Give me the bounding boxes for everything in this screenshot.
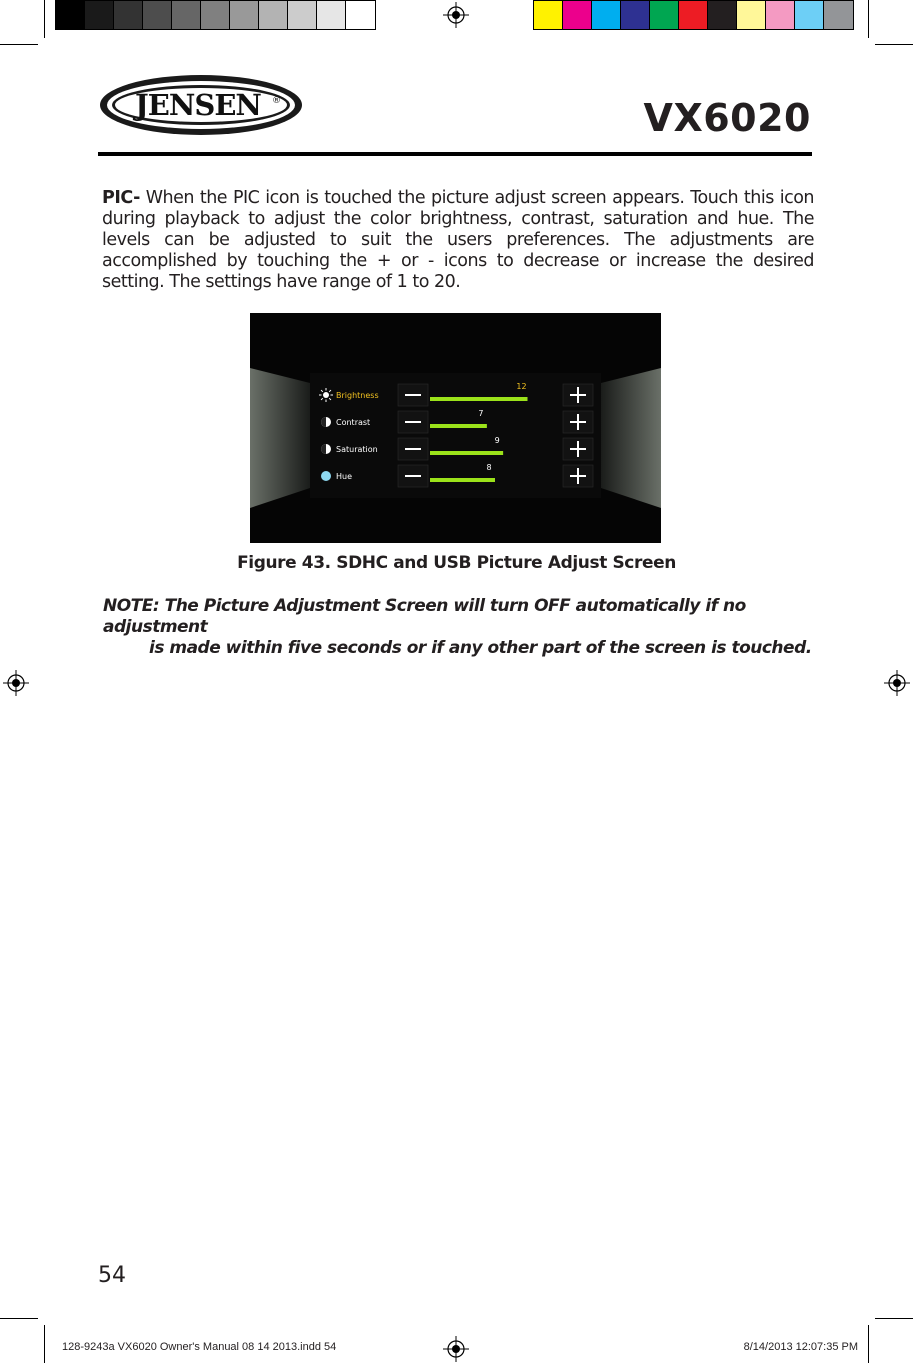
- right-wing-decoration: [601, 368, 661, 508]
- sun-icon: [323, 392, 329, 398]
- color-swatch: [650, 1, 679, 29]
- color-swatch: [795, 1, 824, 29]
- note-line-1: NOTE: The Picture Adjustment Screen will turn OFF automatically if no adjustment: [103, 596, 746, 637]
- gray-swatch: [346, 1, 375, 29]
- registration-mark-icon: [3, 670, 29, 696]
- color-swatch: [592, 1, 621, 29]
- setting-label-hue: Hue: [336, 472, 353, 481]
- gray-swatch: [85, 1, 114, 29]
- pic-text: When the PIC icon is touched the picture adjust screen appears. Touch this icon during playback to adjust the color brightness, contrast, saturation and hue. The levels can be adjusted to suit the users preferences. The adjustments are accomplished by touching the + or - icons to decrease or increase the desired setting. The settings have range of 1 to 20.: [102, 188, 814, 292]
- pic-description: [102, 188, 814, 293]
- level-bar: [430, 397, 528, 401]
- level-bar: [430, 424, 487, 428]
- setting-label-contrast: Contrast: [336, 418, 371, 427]
- gray-swatch: [259, 1, 288, 29]
- picture-adjust-screenshot: [250, 313, 661, 543]
- print-slug-file: 128-9243a VX6020 Owner's Manual 08 14 2013.indd 54: [62, 1341, 337, 1353]
- header-rule: [98, 152, 812, 156]
- grayscale-color-bar: [55, 0, 376, 30]
- color-swatch: [621, 1, 650, 29]
- level-value: 8: [486, 463, 492, 472]
- level-value: 9: [494, 436, 500, 445]
- color-swatch: [679, 1, 708, 29]
- hue-icon: [321, 471, 331, 481]
- gray-swatch: [56, 1, 85, 29]
- gray-swatch: [288, 1, 317, 29]
- page-number: 54: [98, 1263, 126, 1288]
- color-swatch: [824, 1, 853, 29]
- note: [103, 596, 823, 659]
- model-name: VX6020: [643, 96, 811, 140]
- color-swatch: [737, 1, 766, 29]
- print-slug-date: 8/14/2013 12:07:35 PM: [743, 1341, 858, 1353]
- registration-mark-icon: [884, 670, 910, 696]
- picture-adjust-screen: [250, 313, 661, 543]
- level-bar: [430, 478, 495, 482]
- gray-swatch: [201, 1, 230, 29]
- color-swatch: [766, 1, 795, 29]
- level-value: 7: [478, 409, 484, 418]
- gray-swatch: [172, 1, 201, 29]
- svg-text:®: ®: [272, 96, 281, 106]
- gray-swatch: [114, 1, 143, 29]
- figure-caption: Figure 43. SDHC and USB Picture Adjust Screen: [237, 553, 676, 573]
- level-bar: [430, 451, 503, 455]
- left-wing-decoration: [250, 368, 310, 508]
- level-value: 12: [516, 382, 527, 391]
- note-line-2: is made within five seconds or if any other part of the screen is touched.: [149, 638, 812, 658]
- color-swatch: [534, 1, 563, 29]
- gray-swatch: [317, 1, 346, 29]
- svg-text:JENSEN: JENSEN: [135, 88, 261, 122]
- jensen-logo: [98, 73, 304, 137]
- gray-swatch: [230, 1, 259, 29]
- process-color-bar: [533, 0, 854, 30]
- color-swatch: [563, 1, 592, 29]
- pic-lead: PIC-: [102, 188, 140, 208]
- gray-swatch: [143, 1, 172, 29]
- registration-mark-icon: [443, 1336, 469, 1362]
- registration-mark-icon: [443, 2, 469, 28]
- setting-label-saturation: Saturation: [336, 445, 378, 454]
- setting-label-brightness: Brightness: [336, 391, 379, 400]
- color-swatch: [708, 1, 737, 29]
